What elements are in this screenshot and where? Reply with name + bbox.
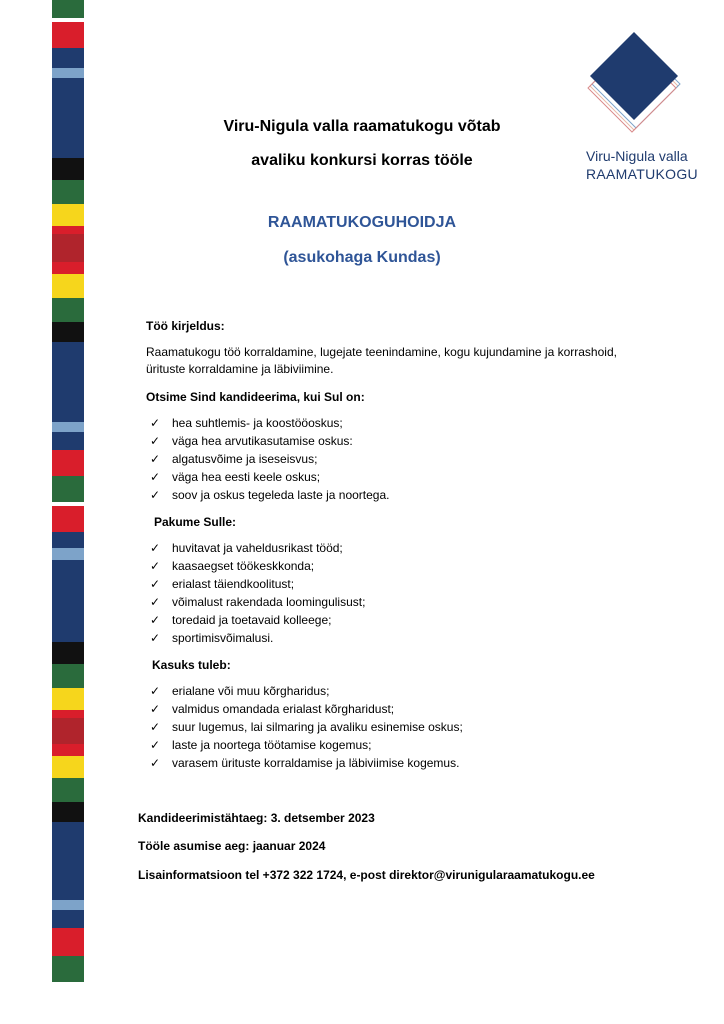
- list-item-text: väga hea eesti keele oskus;: [172, 470, 321, 484]
- list-item-text: hea suhtlemis- ja koostööoskus;: [172, 416, 343, 430]
- list-item-text: väga hea arvutikasutamise oskus:: [172, 434, 353, 448]
- list-item: [150, 468, 646, 486]
- seek-list: [150, 414, 646, 504]
- list-item-text: erialast täiendkoolitust;: [172, 577, 295, 591]
- section-title-offer: Pakume Sulle:: [154, 515, 237, 529]
- decorative-color-stripe: [52, 0, 84, 1024]
- checkmark-icon: ✓: [150, 631, 161, 645]
- stripe-segment: [52, 688, 84, 710]
- stripe-segment: [52, 928, 84, 956]
- list-item: [150, 629, 646, 647]
- list-item: [150, 682, 646, 700]
- stripe-segment: [52, 710, 84, 718]
- stripe-segment: [52, 718, 84, 744]
- checkmark-icon: ✓: [150, 684, 161, 698]
- checkmark-icon: ✓: [150, 738, 161, 752]
- list-item: [150, 486, 646, 504]
- list-item-text: varasem ürituste korraldamise ja läbiviimise kogemus.: [172, 756, 460, 770]
- stripe-segment: [52, 560, 84, 640]
- list-item-text: huvitavat ja vaheldusrikast tööd;: [172, 541, 343, 555]
- stripe-segment: [52, 234, 84, 262]
- stripe-segment: [52, 68, 84, 78]
- list-item: [150, 539, 646, 557]
- list-item: [150, 754, 646, 772]
- checkmark-icon: ✓: [150, 434, 161, 448]
- position-location: (asukohaga Kundas): [283, 249, 441, 266]
- checkmark-icon: ✓: [150, 613, 161, 627]
- stripe-segment: [52, 298, 84, 322]
- stripe-segment: [52, 344, 84, 422]
- list-item-text: valmidus omandada erialast kõrgharidust;: [172, 702, 395, 716]
- checkmark-icon: ✓: [150, 488, 161, 502]
- list-item: [150, 575, 646, 593]
- stripe-segment: [52, 802, 84, 822]
- stripe-segment: [52, 204, 84, 226]
- stripe-segment: [52, 226, 84, 234]
- checkmark-icon: ✓: [150, 720, 161, 734]
- list-item-text: võimalust rakendada loomingulisust;: [172, 595, 366, 609]
- section-title-seek: Otsime Sind kandideerima, kui Sul on:: [146, 390, 365, 404]
- stripe-segment: [52, 422, 84, 432]
- checkmark-icon: ✓: [150, 577, 161, 591]
- list-item-text: toredaid ja toetavaid kolleege;: [172, 613, 332, 627]
- list-item: [150, 557, 646, 575]
- stripe-segment: [52, 744, 84, 756]
- stripe-segment: [52, 900, 84, 910]
- headline-line2: avaliku konkursi korras tööle: [251, 152, 473, 169]
- checkmark-icon: ✓: [150, 452, 161, 466]
- list-item: [150, 593, 646, 611]
- list-item-text: erialane või muu kõrgharidus;: [172, 684, 330, 698]
- contact-info: Lisainformatsioon tel +372 322 1724, e-post direktor@virunigularaamatukogu.ee: [138, 868, 595, 882]
- stripe-segment: [52, 78, 84, 156]
- list-item: [150, 432, 646, 450]
- stripe-segment: [52, 450, 84, 476]
- application-deadline: Kandideerimistähtaeg: 3. detsember 2023: [138, 811, 375, 825]
- stripe-segment: [52, 642, 84, 664]
- list-item: [150, 700, 646, 718]
- list-item-text: sportimisvõimalusi.: [172, 631, 274, 645]
- headline-line1: Viru-Nigula valla raamatukogu võtab: [223, 118, 501, 135]
- list-item: [150, 414, 646, 432]
- stripe-segment: [52, 0, 84, 18]
- stripe-segment: [52, 956, 84, 982]
- section-title-description: Töö kirjeldus:: [146, 319, 225, 333]
- list-item: [150, 450, 646, 468]
- stripe-segment: [52, 22, 84, 48]
- start-date: Tööle asumise aeg: jaanuar 2024: [138, 839, 326, 853]
- stripe-segment: [52, 274, 84, 298]
- checkmark-icon: ✓: [150, 416, 161, 430]
- checkmark-icon: ✓: [150, 541, 161, 555]
- list-item-text: suur lugemus, lai silmaring ja avaliku esinemise oskus;: [172, 720, 463, 734]
- position-title: RAAMATUKOGUHOIDJA: [267, 214, 457, 231]
- stripe-segment: [52, 322, 84, 342]
- stripe-segment: [52, 548, 84, 560]
- checkmark-icon: ✓: [150, 470, 161, 484]
- stripe-segment: [52, 824, 84, 900]
- stripe-segment: [52, 506, 84, 532]
- list-item: [150, 736, 646, 754]
- stripe-segment: [52, 48, 84, 68]
- logo-text-library: RAAMATUKOGU: [586, 166, 698, 182]
- logo-text-name: Viru-Nigula valla: [586, 148, 688, 164]
- list-item-text: kaasaegset töökeskkonda;: [172, 559, 315, 573]
- stripe-segment: [52, 910, 84, 928]
- stripe-segment: [52, 664, 84, 688]
- list-item-text: algatusvõime ja iseseisvus;: [172, 452, 318, 466]
- stripe-segment: [52, 158, 84, 180]
- job-details: [146, 318, 646, 782]
- stripe-segment: [52, 778, 84, 802]
- list-item: [150, 611, 646, 629]
- list-item: [150, 718, 646, 736]
- stripe-segment: [52, 432, 84, 450]
- list-item-text: laste ja noortega töötamise kogemus;: [172, 738, 372, 752]
- checkmark-icon: ✓: [150, 559, 161, 573]
- plus-list: [150, 682, 646, 772]
- description-text: Raamatukogu töö korraldamine, lugejate teenindamine, kogu kujundamine ja korrashoid, ürituste korraldamine ja läbiviimine.: [146, 345, 617, 376]
- offer-list: [150, 539, 646, 647]
- stripe-segment: [52, 180, 84, 204]
- checkmark-icon: ✓: [150, 702, 161, 716]
- checkmark-icon: ✓: [150, 756, 161, 770]
- stripe-segment: [52, 262, 84, 274]
- section-title-plus: Kasuks tuleb:: [152, 658, 231, 672]
- stripe-segment: [52, 476, 84, 502]
- checkmark-icon: ✓: [150, 595, 161, 609]
- list-item-text: soov ja oskus tegeleda laste ja noortega.: [172, 488, 390, 502]
- stripe-segment: [52, 756, 84, 778]
- stripe-segment: [52, 532, 84, 548]
